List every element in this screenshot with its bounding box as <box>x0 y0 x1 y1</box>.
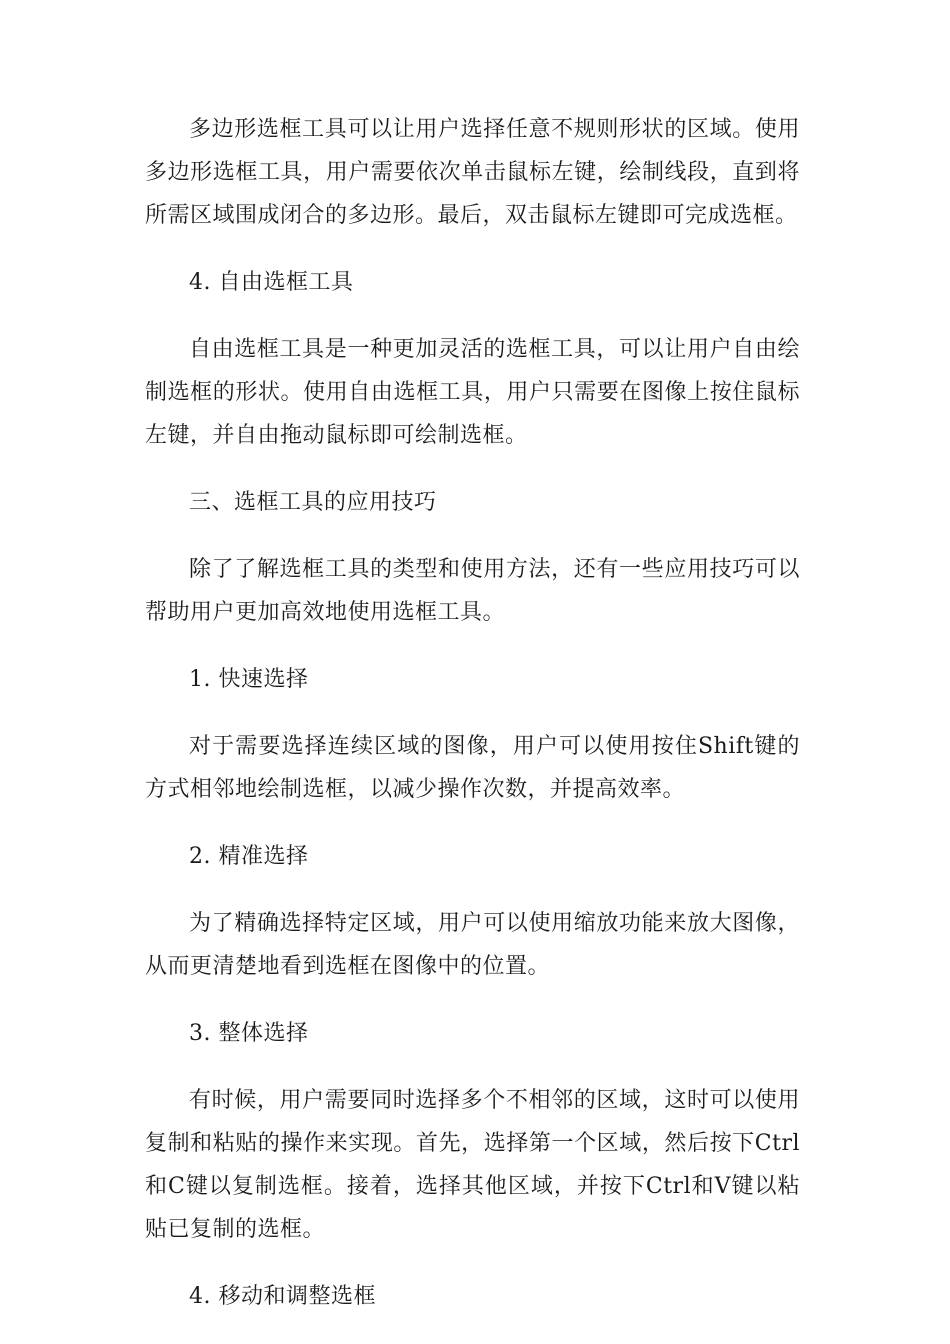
heading-free-selection-tool: 4. 自由选框工具 <box>189 270 354 295</box>
paragraph-precise-select: 为了精确选择特定区域，用户可以使用缩放功能来放大图像，从而更清楚地看到选框在图像中的位置。 <box>145 911 800 979</box>
paragraph-free-selection-tool: 自由选框工具是一种更加灵活的选框工具，可以让用户自由绘制选框的形状。使用自由选框工具，用户只需要在图像上按住鼠标左键，并自由拖动鼠标即可绘制选框。 <box>145 337 800 448</box>
heading-move-adjust: 4. 移动和调整选框 <box>189 1284 376 1309</box>
document-body <box>145 108 800 1342</box>
heading-application-tips: 三、选框工具的应用技巧 <box>189 490 437 515</box>
paragraph-tips-intro: 除了了解选框工具的类型和使用方法，还有一些应用技巧可以帮助用户更加高效地使用选框工具。 <box>145 557 800 625</box>
paragraph-overall-select: 有时候，用户需要同时选择多个不相邻的区域，这时可以使用复制和粘贴的操作来实现。首先，选择第一个区域，然后按下Ctrl和C键以复制选框。接着，选择其他区域，并按下Ctrl和V键以粘贴已复制的选框。 <box>145 1088 800 1242</box>
heading-quick-select: 1. 快速选择 <box>189 667 309 692</box>
heading-overall-select: 3. 整体选择 <box>189 1021 309 1046</box>
heading-precise-select: 2. 精准选择 <box>189 844 309 869</box>
paragraph-polygon-tool: 多边形选框工具可以让用户选择任意不规则形状的区域。使用多边形选框工具，用户需要依次单击鼠标左键，绘制线段，直到将所需区域围成闭合的多边形。最后，双击鼠标左键即可完成选框。 <box>145 117 800 228</box>
paragraph-quick-select: 对于需要选择连续区域的图像，用户可以使用按住Shift键的方式相邻地绘制选框，以减少操作次数，并提高效率。 <box>145 734 800 802</box>
